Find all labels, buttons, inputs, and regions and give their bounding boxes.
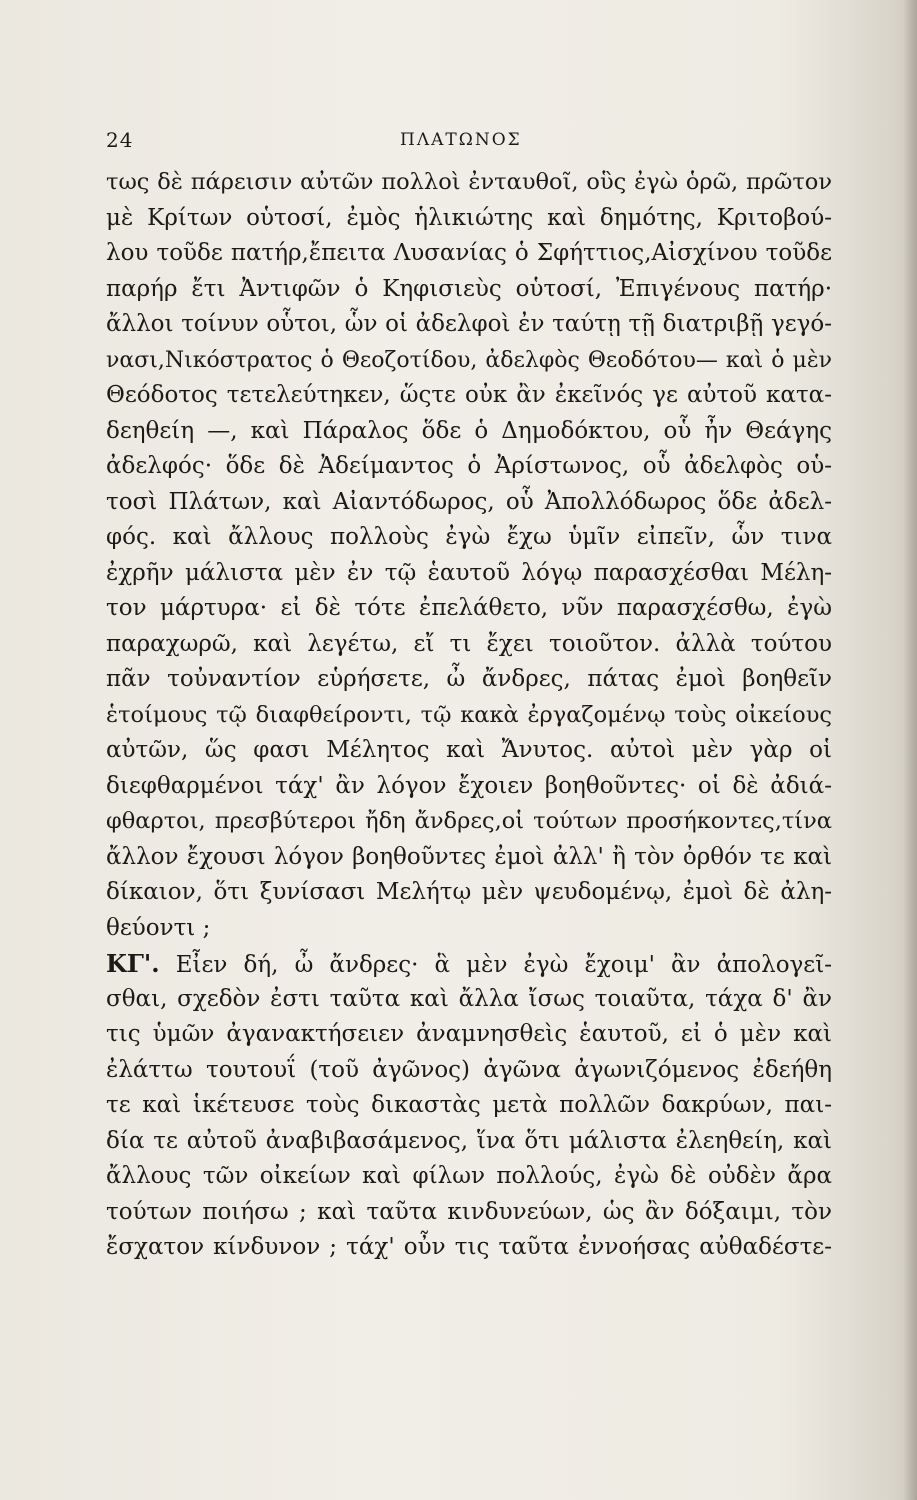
- text-line: μὲ Κρίτων οὑτοσί, ἐμὸς ἡλικιώτης καὶ δημότης, Κριτοβού-: [106, 204, 832, 231]
- text-line: Θεόδοτος τετελεύτηκεν, ὥςτε οὐκ ἂν ἐκεῖνός γε αὐτοῦ κατα-: [106, 382, 832, 408]
- text-line: σθαι, σχεδὸν ἐστι ταῦτα καὶ ἄλλα ἴσως τοιαῦτα, τάχα δ' ἂν: [106, 985, 832, 1012]
- text-line: τε καὶ ἱκέτευσε τοὺς δικαστὰς μετὰ πολλῶν δακρύων, παι-: [106, 1092, 832, 1118]
- text-line: ἄλλοι τοίνυν οὗτοι, ὧν οἱ ἀδελφοὶ ἐν ταύτῃ τῇ διατριβῇ γεγό-: [106, 311, 832, 337]
- text-line: παρήρ ἔτι Ἀντιφῶν ὁ Κηφισιεὺς οὑτοσί, Ἐπιγένους πατήρ·: [106, 275, 832, 302]
- text-line: τις ὑμῶν ἀγανακτήσειεν ἀναμνησθεὶς ἑαυτοῦ, εἰ ὁ μὲν καὶ: [106, 1021, 832, 1047]
- text-line: ἔσχατον κίνδυνον ; τάχ' οὖν τις ταῦτα ἐννοήσας αὐθαδέστε-: [106, 1234, 832, 1260]
- text-line: δίκαιον, ὅτι ξυνίσασι Μελήτῳ μὲν ψευδομένῳ, ἐμοὶ δὲ ἀλη-: [106, 879, 832, 905]
- section-number: ΚΓ'.: [106, 949, 160, 978]
- text-line: φός. καὶ ἄλλους πολλοὺς ἐγὼ ἔχω ὑμῖν εἰπεῖν, ὧν τινα: [106, 524, 832, 550]
- text-line: δία τε αὐτοῦ ἀναβιβασάμενος, ἵνα ὅτι μάλιστα ἐλεηθείη, καὶ: [106, 1127, 832, 1154]
- text-line: τούτων ποιήσω ; καὶ ταῦτα κινδυνεύων, ὡς ἂν δόξαιμι, τὸν: [106, 1198, 832, 1225]
- text-line: ἄλλον ἔχουσι λόγον βοηθοῦντες ἐμοὶ ἀλλ' ἢ τὸν ὀρθόν τε καὶ: [106, 843, 832, 870]
- text-line: ἐλάττω τουτουΐ (τοῦ ἀγῶνος) ἀγῶνα ἀγωνιζόμενος ἐδεήθη: [106, 1056, 832, 1083]
- text-line: πᾶν τοὐναντίον εὑρήσετε, ὦ ἄνδρες, πάτας ἐμοὶ βοηθεῖν: [106, 666, 832, 692]
- text-line: λου τοῦδε πατήρ,ἔπειτα Λυσανίας ὁ Σφήττιος,Αἰσχίνου τοῦδε: [106, 240, 832, 266]
- text-line: αὐτῶν, ὥς φασι Μέλητος καὶ Ἄνυτος. αὐτοὶ μὲν γὰρ οἱ: [106, 737, 832, 763]
- text-line: παραχωρῶ, καὶ λεγέτω, εἴ τι ἔχει τοιοῦτον. ἀλλὰ τούτου: [106, 630, 832, 657]
- text-line: ἀδελφός· ὅδε δὲ Ἀδείμαντος ὁ Ἀρίστωνος, οὗ ἀδελφὸς οὑ-: [106, 453, 832, 479]
- section-first-line: [106, 946, 832, 982]
- text-line: νασι,Νικόστρατος ὁ Θεοζοτίδου, ἀδελφὸς Θεοδότου— καὶ ὁ μὲν: [106, 347, 832, 373]
- section-opening-text: Εἶεν δή, ὦ ἄνδρες· ἃ μὲν ἐγὼ ἔχοιμ' ἂν ἀπολογεῖ-: [159, 952, 832, 978]
- text-line: ἐχρῆν μάλιστα μὲν ἐν τῷ ἑαυτοῦ λόγῳ παρασχέσθαι Μέλη-: [106, 559, 832, 586]
- text-line: τοσὶ Πλάτων, καὶ Αἰαντόδωρος, οὗ Ἀπολλόδωρος ὅδε ἀδελ-: [106, 488, 832, 515]
- running-title: ΠΛΑΤΩΝΟΣ: [400, 130, 522, 150]
- text-line: τον μάρτυρα· εἰ δὲ τότε ἐπελάθετο, νῦν παρασχέσθω, ἐγὼ: [106, 595, 832, 621]
- main-text: [106, 165, 832, 1266]
- text-line: διεφθαρμένοι τάχ' ἂν λόγον ἔχοιεν βοηθοῦντες· οἱ δὲ ἀδιά-: [106, 772, 832, 799]
- text-line: θεύοντι ;: [106, 914, 211, 941]
- page-edge-shadow: [903, 0, 917, 1500]
- text-line: ἄλλους τῶν οἰκείων καὶ φίλων πολλούς, ἐγὼ δὲ οὐδὲν ἄρα: [106, 1163, 832, 1189]
- text-line: ἑτοίμους τῷ διαφθείροντι, τῷ κακὰ ἐργαζομένῳ τοὺς οἰκείους: [106, 701, 832, 728]
- page-number: 24: [106, 128, 134, 152]
- text-line: δεηθείη —, καὶ Πάραλος ὅδε ὁ Δημοδόκτου, οὗ ἦν Θεάγης: [106, 417, 832, 444]
- text-line: φθαρτοι, πρεσβύτεροι ἤδη ἄνδρες,οἱ τούτων προσήκοντες,τίνα: [106, 808, 832, 834]
- text-line: τως δὲ πάρεισιν αὐτῶν πολλοὶ ἐνταυθοῖ, οὓς ἐγὼ ὁρῶ, πρῶτον: [106, 169, 832, 195]
